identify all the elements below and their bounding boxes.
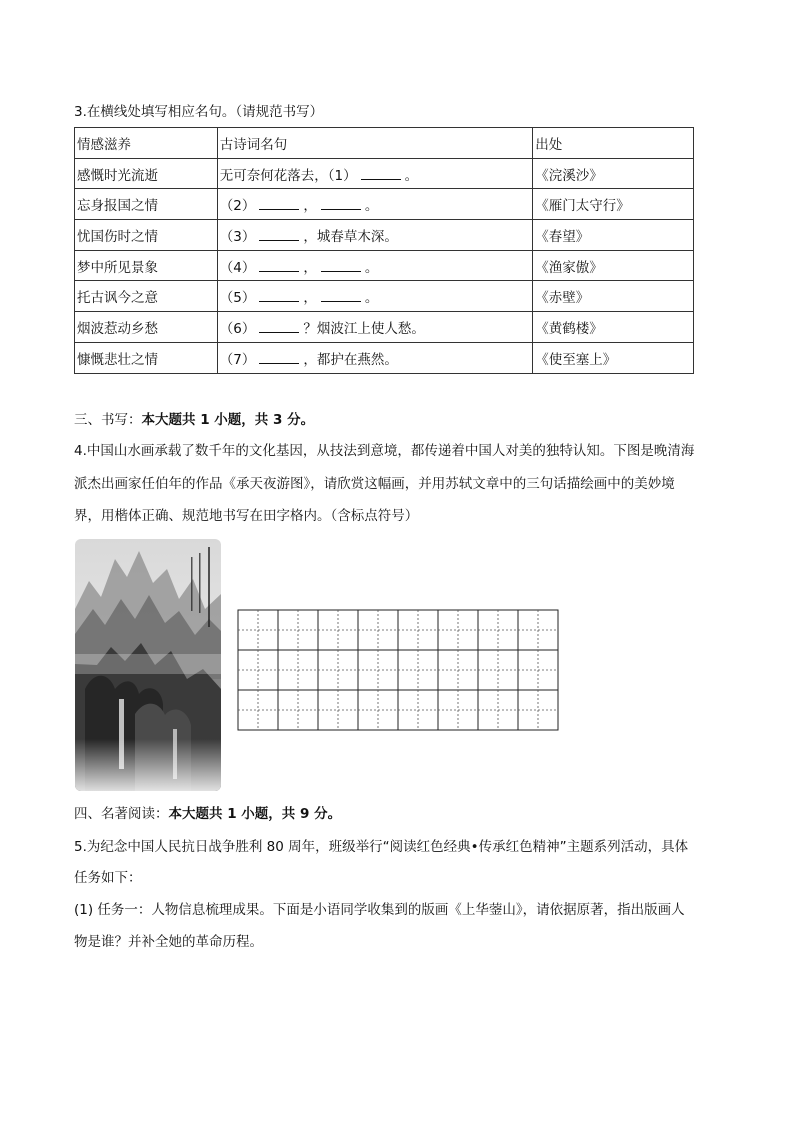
verse-prefix: 无可奈何花落去，（1） <box>219 167 357 184</box>
tianzige-cell[interactable] <box>398 650 438 690</box>
tianzige-cell[interactable] <box>278 610 318 650</box>
verse-prefix: （6） <box>219 320 256 337</box>
verse-suffix: 。 <box>364 198 379 215</box>
verse-cell <box>217 342 533 373</box>
section-3-body: 本大题共 1 小题，共 3 分。 <box>141 412 315 428</box>
table-row <box>75 220 694 251</box>
q5-task1-line-1: (1) 任务一：人物信息梳理成果。下面是小语同学收集到的版画《上华蓥山》，请依据原著，指出版画人 <box>74 902 685 918</box>
verse-middle: ？烟波江上使人愁。 <box>303 320 425 337</box>
tianzige-cell[interactable] <box>278 690 318 730</box>
verse-middle: ， <box>303 198 317 215</box>
source-cell: 《春望》 <box>533 220 694 251</box>
verse-middle: ，城春草木深。 <box>303 228 398 245</box>
source-cell: 《雁门太守行》 <box>533 189 694 220</box>
tianzige-cell[interactable] <box>318 690 358 730</box>
source-cell: 《使至塞上》 <box>533 342 694 373</box>
q3-prompt: 3.在横线处填写相应名句。（请规范书写） <box>74 104 324 120</box>
answer-blank[interactable] <box>259 228 299 241</box>
table-row <box>75 250 694 281</box>
verse-cell <box>217 281 533 312</box>
tianzige-cell[interactable] <box>518 610 558 650</box>
table-row <box>75 342 694 373</box>
tianzige-cell[interactable] <box>318 610 358 650</box>
source-cell: 《浣溪沙》 <box>533 158 694 189</box>
verse-middle: ， <box>303 259 317 276</box>
verse-prefix: （4） <box>219 259 256 276</box>
q4-line-2: 派杰出画家任伯年的作品《承天夜游图》，请欣赏这幅画，并用苏轼文章中的三句话描绘画中的美妙境 <box>74 476 675 492</box>
tianzige-cell[interactable] <box>438 650 478 690</box>
answer-blank[interactable] <box>321 289 361 302</box>
answer-blank[interactable] <box>259 351 299 364</box>
landscape-painting <box>75 539 221 791</box>
table-row <box>75 189 694 220</box>
tianzige-cell[interactable] <box>478 690 518 730</box>
tianzige-cell[interactable] <box>438 610 478 650</box>
emotion-cell: 慷慨悲壮之情 <box>75 342 218 373</box>
header-source: 出处 <box>533 128 694 159</box>
emotion-cell: 忧国伤时之情 <box>75 220 218 251</box>
emotion-cell: 烟波惹动乡愁 <box>75 312 218 343</box>
tianzige-cell[interactable] <box>478 650 518 690</box>
section-4-prefix: 四、名著阅读： <box>74 806 169 822</box>
tianzige-cell[interactable] <box>358 650 398 690</box>
tianzige-writing-grid[interactable] <box>237 609 561 737</box>
verse-middle: ， <box>303 290 317 307</box>
tianzige-cell[interactable] <box>238 610 278 650</box>
verse-prefix: （7） <box>219 351 256 368</box>
poem-table <box>74 127 694 374</box>
table-header-row <box>75 128 694 159</box>
verse-cell <box>217 220 533 251</box>
q4-line-3: 界，用楷体正确、规范地书写在田字格内。（含标点符号） <box>74 508 419 524</box>
tianzige-cell[interactable] <box>278 650 318 690</box>
answer-blank[interactable] <box>321 259 361 272</box>
q5-line-1: 5.为纪念中国人民抗日战争胜利 80 周年，班级举行“阅读红色经典•传承红色精神”主题系列活动，具体 <box>74 839 689 855</box>
verse-prefix: （3） <box>219 228 256 245</box>
verse-middle: ，都护在燕然。 <box>303 351 398 368</box>
source-cell: 《渔家傲》 <box>533 250 694 281</box>
tianzige-cell[interactable] <box>518 690 558 730</box>
tianzige-cell[interactable] <box>358 690 398 730</box>
source-cell: 《赤壁》 <box>533 281 694 312</box>
section-4-heading <box>74 804 341 824</box>
q4-line-1: 4.中国山水画承载了数千年的文化基因，从技法到意境，都传递着中国人对美的独特认知。下图是晚清海 <box>74 443 695 459</box>
verse-suffix: 。 <box>364 259 379 276</box>
verse-prefix: （5） <box>219 290 256 307</box>
section-3-prefix: 三、书写： <box>74 412 142 428</box>
tianzige-cell[interactable] <box>518 650 558 690</box>
answer-blank[interactable] <box>259 259 299 272</box>
table-row <box>75 158 694 189</box>
answer-blank[interactable] <box>259 320 299 333</box>
tianzige-cell[interactable] <box>238 650 278 690</box>
emotion-cell: 忘身报国之情 <box>75 189 218 220</box>
emotion-cell: 梦中所见景象 <box>75 250 218 281</box>
verse-suffix: 。 <box>364 290 379 307</box>
section-4-body: 本大题共 1 小题，共 9 分。 <box>168 806 342 822</box>
verse-cell <box>217 158 533 189</box>
answer-blank[interactable] <box>361 167 401 180</box>
answer-blank[interactable] <box>321 197 361 210</box>
verse-cell <box>217 312 533 343</box>
answer-blank[interactable] <box>259 289 299 302</box>
tianzige-cell[interactable] <box>238 690 278 730</box>
q5-line-2: 任务如下： <box>74 870 142 886</box>
table-row <box>75 281 694 312</box>
verse-prefix: （2） <box>219 198 256 215</box>
tianzige-cell[interactable] <box>398 610 438 650</box>
tianzige-cell[interactable] <box>478 610 518 650</box>
source-cell: 《黄鹤楼》 <box>533 312 694 343</box>
header-emotion: 情感滋养 <box>75 128 218 159</box>
emotion-cell: 托古讽今之意 <box>75 281 218 312</box>
answer-blank[interactable] <box>259 197 299 210</box>
verse-cell <box>217 189 533 220</box>
q5-task1-line-2: 物是谁？并补全她的革命历程。 <box>74 934 263 950</box>
verse-cell <box>217 250 533 281</box>
section-3-heading <box>74 410 314 430</box>
emotion-cell: 感慨时光流逝 <box>75 158 218 189</box>
header-verse: 古诗词名句 <box>217 128 533 159</box>
tianzige-cell[interactable] <box>438 690 478 730</box>
verse-suffix: 。 <box>404 167 419 184</box>
tianzige-cell[interactable] <box>318 650 358 690</box>
tianzige-cell[interactable] <box>398 690 438 730</box>
table-row <box>75 312 694 343</box>
tianzige-cell[interactable] <box>358 610 398 650</box>
